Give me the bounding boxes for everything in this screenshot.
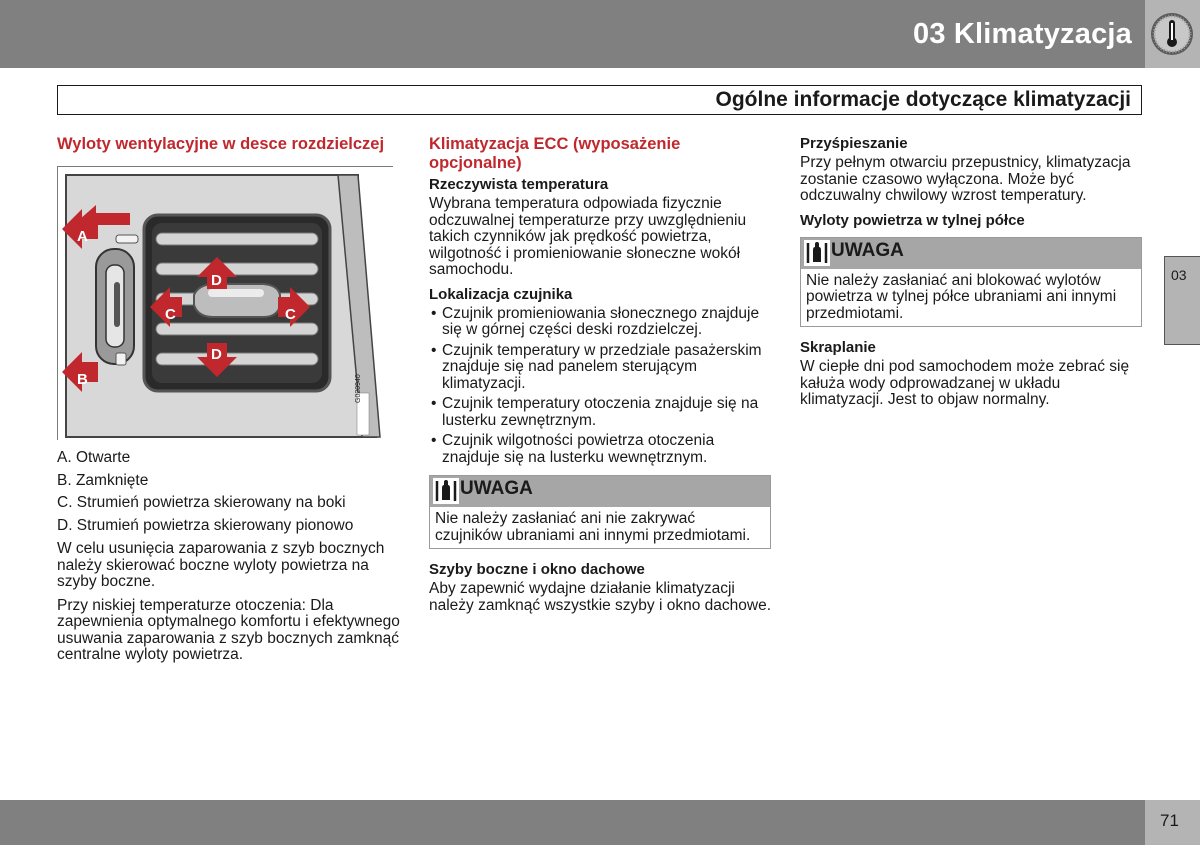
warning-title: UWAGA xyxy=(831,239,904,261)
section-title: Ogólne informacje dotyczące klimatyzacji xyxy=(715,88,1131,111)
warning-header xyxy=(430,476,770,507)
figure-code: G020940 xyxy=(355,374,362,403)
actual-temp-heading: Rzeczywista temperatura xyxy=(429,176,609,193)
low-temp-paragraph: Przy niskiej temperaturze otoczenia: Dla zapewnienia optymalnego komfortu i efektywnego usuwania zaparowania z szyb bocznych zamknąć centralne wyloty powietrza. xyxy=(57,596,400,663)
warning-hand-icon xyxy=(433,478,459,504)
list-item: • Czujnik promieniowania słonecznego znajduje się w górnej części deski rozdzielczej. xyxy=(429,306,774,339)
vents-heading: Wyloty wentylacyjne w desce rozdzielczej xyxy=(57,135,385,153)
windows-heading: Szyby boczne i okno dachowe xyxy=(429,561,645,578)
warning-hand-icon xyxy=(804,240,830,266)
defog-paragraph: W celu usunięcia zaparowania z szyb bocznych należy skierować boczne wyloty powietrza na szyby boczne. xyxy=(57,540,385,590)
vent-illustration xyxy=(57,166,393,440)
warning-header xyxy=(801,238,1141,269)
legend-c: C. Strumień powietrza skierowany na boki xyxy=(57,494,346,511)
acceleration-paragraph: Przy pełnym otwarciu przepustnicy, klimatyzacja zostanie czasowo wyłączona. Może być odczuwalny chwilowy wzrost temperatury. xyxy=(800,154,1131,204)
label-b: B xyxy=(77,371,88,388)
thermometer-icon xyxy=(1150,12,1194,56)
list-item: • Czujnik wilgotności powietrza otoczenia znajduje się na lusterku wewnętrznym. xyxy=(429,433,774,466)
side-tab-label: 03 xyxy=(1171,267,1187,283)
footer-bar xyxy=(0,800,1145,845)
warning-text: Nie należy zasłaniać ani nie zakrywać czujników ubraniami ani innymi przedmiotami. xyxy=(435,510,751,544)
legend-a: A. Otwarte xyxy=(57,449,131,466)
section-title-box xyxy=(57,85,1142,115)
warning-box-rear-vents xyxy=(800,237,1142,328)
page-number: 71 xyxy=(1160,811,1179,830)
label-c-right: C xyxy=(285,306,296,323)
warning-title: UWAGA xyxy=(460,478,533,499)
legend-d: D. Strumień powietrza skierowany pionowo xyxy=(57,516,354,534)
ecc-heading: Klimatyzacja ECC (wyposażenie opcjonalne) xyxy=(429,135,681,172)
column-3 xyxy=(800,135,1145,409)
list-item: • Czujnik temperatury w przedziale pasażerskim znajduje się nad panelem sterującym klimatyzacji. xyxy=(429,343,774,393)
label-a: A xyxy=(77,228,88,245)
condensation-paragraph: W ciepłe dni pod samochodem może zebrać się kałuża wody odprowadzanej w układu klimatyzacji. Jest to objaw normalny. xyxy=(800,358,1130,408)
column-2 xyxy=(429,135,774,614)
windows-paragraph: Aby zapewnić wydajne działanie klimatyzacji należy zamknąć wszystkie szyby i okno dachowe. xyxy=(429,580,772,614)
label-d-down: D xyxy=(211,346,222,363)
label-c-left: C xyxy=(165,306,176,323)
sensor-location-heading: Lokalizacja czujnika xyxy=(429,285,573,303)
list-item: • Czujnik temperatury otoczenia znajduje się na lusterku zewnętrznym. xyxy=(429,396,774,429)
chapter-title: 03 Klimatyzacja xyxy=(912,18,1132,50)
label-d-up: D xyxy=(211,272,222,289)
legend-b: B. Zamknięte xyxy=(57,471,149,489)
warning-text: Nie należy zasłaniać ani blokować wylotów powietrza w tylnej półce ubraniami ani innymi przedmiotami. xyxy=(806,271,1117,322)
vent-drawing xyxy=(58,167,394,441)
actual-temp-paragraph: Wybrana temperatura odpowiada fizycznie odczuwalnej temperaturze przy uwzględnieniu takich czynników jak prędkość powietrza, wilgotność i promieniowanie słoneczne wokół samochodu. xyxy=(429,195,747,278)
condensation-heading: Skraplanie xyxy=(800,339,876,356)
warning-box-sensors xyxy=(429,475,771,549)
acceleration-heading: Przyśpieszanie xyxy=(800,135,908,152)
rear-vents-heading: Wyloty powietrza w tylnej półce xyxy=(800,211,1025,229)
column-1 xyxy=(57,135,402,664)
sensor-list xyxy=(429,306,774,467)
chapter-side-tab xyxy=(1164,256,1200,345)
